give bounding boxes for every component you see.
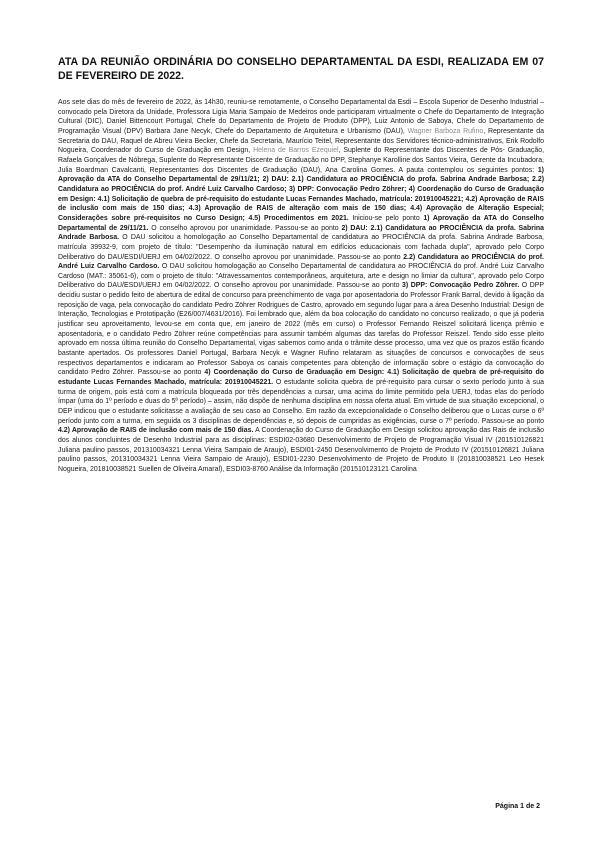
agenda-text-bold: 2) DAU: 2.1) Candidatura ao PROCIÊNCIA da profa. Sabrina Andrade Barbosa. [58, 224, 544, 242]
body-text: A Coordenação do Curso de Graduação em Design solicitou aprovação das Rais de inclusão dos alunos concluintes de Desenho Industrial para as disciplinas: ESDI02-03680 Desenvolvimento de Projeto de Programação Visual IV (201510126821 Juliana paulino passos, 201310034321 Lenna Vieira Sampaio de Araujo), ESDI01-2450 Desenvolvimento de Projeto de Produto IV (201510126821 Juliana paulino passos, 201310034321 Lenna Vieira Sampaio de Araujo), ESDI01-2230 Desenvolvimento de Projeto de Produto II (201810038521 Leo Hesek Nogueira, 201810038521 Suellen de Oliveira Amaral), ESDI03-8760 Análise da Informação (201510123121 Carolina [58, 427, 544, 473]
page-number: Página 1 de 2 [495, 803, 540, 810]
body-text: O estudante solicita quebra de pré-requisito para cursar o sexto período junto à sua turma de origem, pois está com a matrícula bloqueada por três dependências a cursar, uma acima do limite permitido pela UERJ, todas elas do período ímpar (uma do 1º período e duas do 5º período) – assim, não dispõe de nenhuma disciplina em nossa oferta atual. Em virtude de sua situação excepcional, o DEP indicou que o estudante solicitasse a avaliação de seu caso ao Conselho. Em razão da excepcionalidade o Conselho deliberou que o Lucas curse o 6º período junto com a turma, em seguida os 3 disciplinas de dependências e, só depois de cumpridas as exigências, curse o 7º período. Passou-se ao ponto [58, 379, 544, 425]
body-text: O DAU solicitou homologação ao Conselho Departamental de candidatura ao PROCIÊNCIA do prof. André Luiz Carvalho Cardoso (MAT.: 35061-6), com o projeto de título: "Atravessamentos contemporâneos, arquitetura, arte e design no limiar da cultura", aprovado pelo Corpo Deliberativo do DAU/ESDI/UERJ em 04/02/2022. O conselho aprovou por unanimidade. Passou-se ao ponto [58, 263, 544, 290]
agenda-text-bold: 4.2) Aprovação de RAIS de inclusão com mais de 150 dias. [58, 427, 254, 435]
agenda-text-bold: 3) DPP: Convocação Pedro Zöhrer. [402, 282, 520, 290]
agenda-text-bold: 2.2) Candidatura ao PROCIÊNCIA do prof. André Luiz Carvalho Cardoso. [58, 253, 544, 271]
body-text: , Representante da Secretaria do DAU, Raquel de Abreu Vieira Becker, Chefe da Secretaria, Maurício Teitel, Representante dos Servidores técnico-administrativos, Erik Rodolfo Nogueira, Coordenador do Curso de Graduação em Design, [58, 127, 544, 155]
body-text: O DAU solicitou a homologação ao Conselho Departamental de candidatura ao PROCIÊNCIA da profa. Sabrina Andrade Barbosa, matrícula 39932-9, com projeto de título: "Desempenho da iluminação natural em edifícios educacionais com fachada dupla", aprovado pelo Corpo Deliberativo do DAU/ESDI/UERJ em 04/02/2022. O conselho aprovou por unanimidade. Passou-se ao ponto [58, 234, 544, 261]
body-text: , Suplente do Representante dos Discentes de Pós- Graduação, Rafaela Gonçalves de Nóbrega, Suplente do Representante Discente de Graduação no DPP, Stephanye Karolline dos Santos Vieira, Gerente da Incubadora, Julia Boardman Cavalcanti, Representantes dos Discentes de Graduação (DAU), Ana Carolina Gomes. A pauta contemplou os seguintes pontos: [58, 147, 545, 174]
agenda-text-bold: 1) Aprovação da ATA do Conselho Departamental de 29/11/21. [58, 214, 544, 232]
body-text: O DPP decidiu sustar o pedido feito de abertura de edital de concurso para preenchimento de vaga por aposentadoria do Professor Frank Barral, devido à ligação da reposição de vaga, pela convocação do candidato Pedro Zöhrer Rodrigues de Castro, aprovado em segundo lugar para a área Desenho Industrial: Design de Interação, Tecnologias e Prototipação (E26/007/4631/2016). Foi lembrado que, além da boa colocação do candidato no concurso realizado, o que já poderia justificar seu aproveitamento, levou-se em conta que, em janeiro de 2022 (mês em curso) o Professor Fernando Reiszel solicitará licença prêmio e aposentadoria, e o candidato Pedro Zöhrer reúne competências para assumir também algumas das tarefas do Professor Reiszel. Tendo sido esse pleito aprovado em nossa última reunião do Conselho Departamental, vigas sabemos como anda o trâmite desse processo, uma vez que os prazos estão ficando bastante apertados. Os professores Daniel Portugal, Barbara Necyk e Wagner Rufino relataram as situações de concursos e convocações de seus respectivos departamentos e indicaram ao Professor Saboya os canais competentes para obtenção de informação sobre o estágio da convocação do candidato Pedro Zöhrer. Passou-se ao ponto [58, 282, 544, 377]
name-text-highlighted: Helena de Barros Ezequiel [253, 147, 339, 155]
name-text-highlighted: Wagner Barboza Rufino [407, 127, 484, 135]
document-title: ATA DA REUNIÃO ORDINÁRIA DO CONSELHO DEPARTAMENTAL DA ESDI, REALIZADA EM 07 DE FEVEREIRO DE 2022. [58, 56, 544, 82]
body-text: Aos sete dias do mês de fevereiro de 2022, às 14h30, reuniu-se remotamente, o Conselho Departamental da Esdi – Escola Superior de Desenho Industrial – convocado pela Diretora da Unidade, Professora Ligia Maria Sampaio de Medeiros onde participaram virtualmente o Chefe do Departamento de Integração Cultural (DIC), Daniel Bittencourt Portugal, Chefe do Departamento de Projeto de Produto (DPP), Luiz Antonio de Saboya, Chefe do Departamento de Programação Visual (DPV) Barbara Jane Necyk, Chefe do Departamento de Arquitetura e Urbanismo (DAU), [58, 99, 544, 135]
document-body [58, 98, 544, 475]
body-text: Iniciou-se pelo ponto [348, 214, 424, 222]
body-text: O conselho aprovou por unanimidade. Passou-se ao ponto [148, 224, 342, 232]
agenda-text-bold: 1) Aprovação da ATA do Conselho Departamental de 29/11/21; 2) DAU: 2.1) Candidatura ao PROCIÊNCIA do profa. Sabrina Andrade Barbosa; 2.2) Candidatura ao PROCIÊNCIA do prof. André Luiz Carvalho Cardoso; 3) DPP: Convocação Pedro Zöhrer; 4) Coordenação do Curso de Graduação em Design: 4.1) Solicitação de quebra de pré-requisito do estudante Lucas Fernandes Machado, matrícula: 201910045221; 4.2) Aprovação de RAIS de inclusão com mais de 150 dias; 4.3) Aprovação de RAIS de alteração com mais de 150 dias; 4.4) Aprovação de Alteração Especial; Considerações sobre pré-requisitos no Curso Design; 4.5) Procedimentos em 2021. [58, 166, 544, 222]
agenda-text-bold: 4) Coordenação do Curso de Graduação em Design: 4.1) Solicitação de quebra de pré-requisito do estudante Lucas Fernandes Machado, matrícula: 201910045221. [58, 369, 544, 387]
